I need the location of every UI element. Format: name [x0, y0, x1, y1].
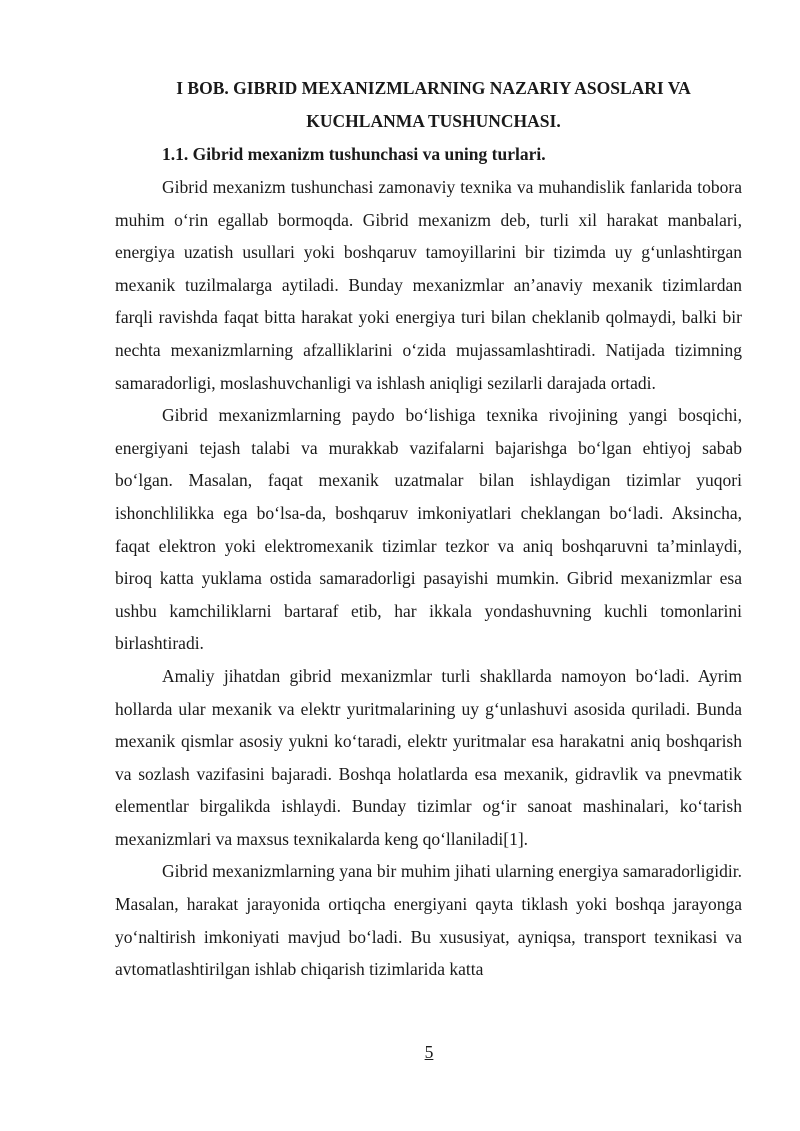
page-number: [0, 1040, 800, 1064]
section-title: 1.1. Gibrid mexanizm tushunchasi va uning turlari.: [162, 144, 546, 164]
paragraph-1: Gibrid mexanizm tushunchasi zamonaviy texnika va muhandislik fanlarida tobora muhim o‘rin egallab bormoqda. Gibrid mexanizm deb, turli xil harakat manbalari, energiya uzatish usullari yoki boshqaruv tamoyillarini bir tizimda uy g‘unlashtirgan mexanik tuzilmalarga aytiladi. Bunday mexanizmlar an’anaviy mexanik tizimlardan farqli ravishda faqat bitta harakat yoki energiya turi bilan cheklanib qolmaydi, balki bir nechta mexanizmlarning afzalliklarini o‘zida mujassamlashtiradi. Natijada tizimning samaradorligi, moslashuvchanligi va ishlash aniqligi sezilarli darajada ortadi.: [115, 177, 742, 393]
chapter-title-line-1: I BOB. GIBRID MEXANIZMLARNING NAZARIY ASOSLARI VA: [176, 78, 691, 98]
paragraph-2: Gibrid mexanizmlarning paydo bo‘lishiga texnika rivojining yangi bosqichi, energiyani tejash talabi va murakkab vazifalarni bajarishga bo‘lgan ehtiyoj sabab bo‘lgan. Masalan, faqat mexanik uzatmalar bilan ishlaydigan tizimlar yuqori ishonchlilikka ega bo‘lsa-da, boshqaruv imkoniyatlari cheklangan bo‘ladi. Aksincha, faqat elektron yoki elektromexanik tizimlar tezkor va aniq boshqaruvni ta’minlaydi, biroq katta yuklama ostida samaradorligi pasayishi mumkin. Gibrid mexanizmlar esa ushbu kamchiliklarni bartaraf etib, har ikkala yondashuvning kuchli tomonlarini birlashtiradi.: [115, 405, 742, 654]
document-page: [115, 72, 742, 986]
page-number-text: 5: [424, 1042, 434, 1062]
paragraph-3: Amaliy jihatdan gibrid mexanizmlar turli shakllarda namoyon bo‘ladi. Ayrim hollarda ular mexanik va elektr yuritmalarining uy g‘unlashuvi asosida quriladi. Bunda mexanik qismlar asosiy yukni ko‘taradi, elektr yuritmalar esa harakatni aniq boshqarish va sozlash vazifasini bajaradi. Boshqa holatlarda esa mexanik, gidravlik va pnevmatik elementlar birgalikda ishlaydi. Bunday tizimlar og‘ir sanoat mashinalari, ko‘tarish mexanizmlari va maxsus texnikalarda keng qo‘llaniladi[1].: [115, 665, 742, 849]
chapter-title: [115, 72, 742, 138]
chapter-title-line-2: KUCHLANMA TUSHUNCHASI.: [306, 111, 561, 131]
paragraph-4: Gibrid mexanizmlarning yana bir muhim jihati ularning energiya samaradorligidir. Masalan, harakat jarayonida ortiqcha energiyani qayta tiklash yoki boshqa jarayonga yo‘naltirish imkoniyati mavjud bo‘ladi. Bu xususiyat, ayniqsa, transport texnikasi va avtomatlashtirilgan ishlab chiqarish tizimlarida katta: [115, 861, 742, 980]
